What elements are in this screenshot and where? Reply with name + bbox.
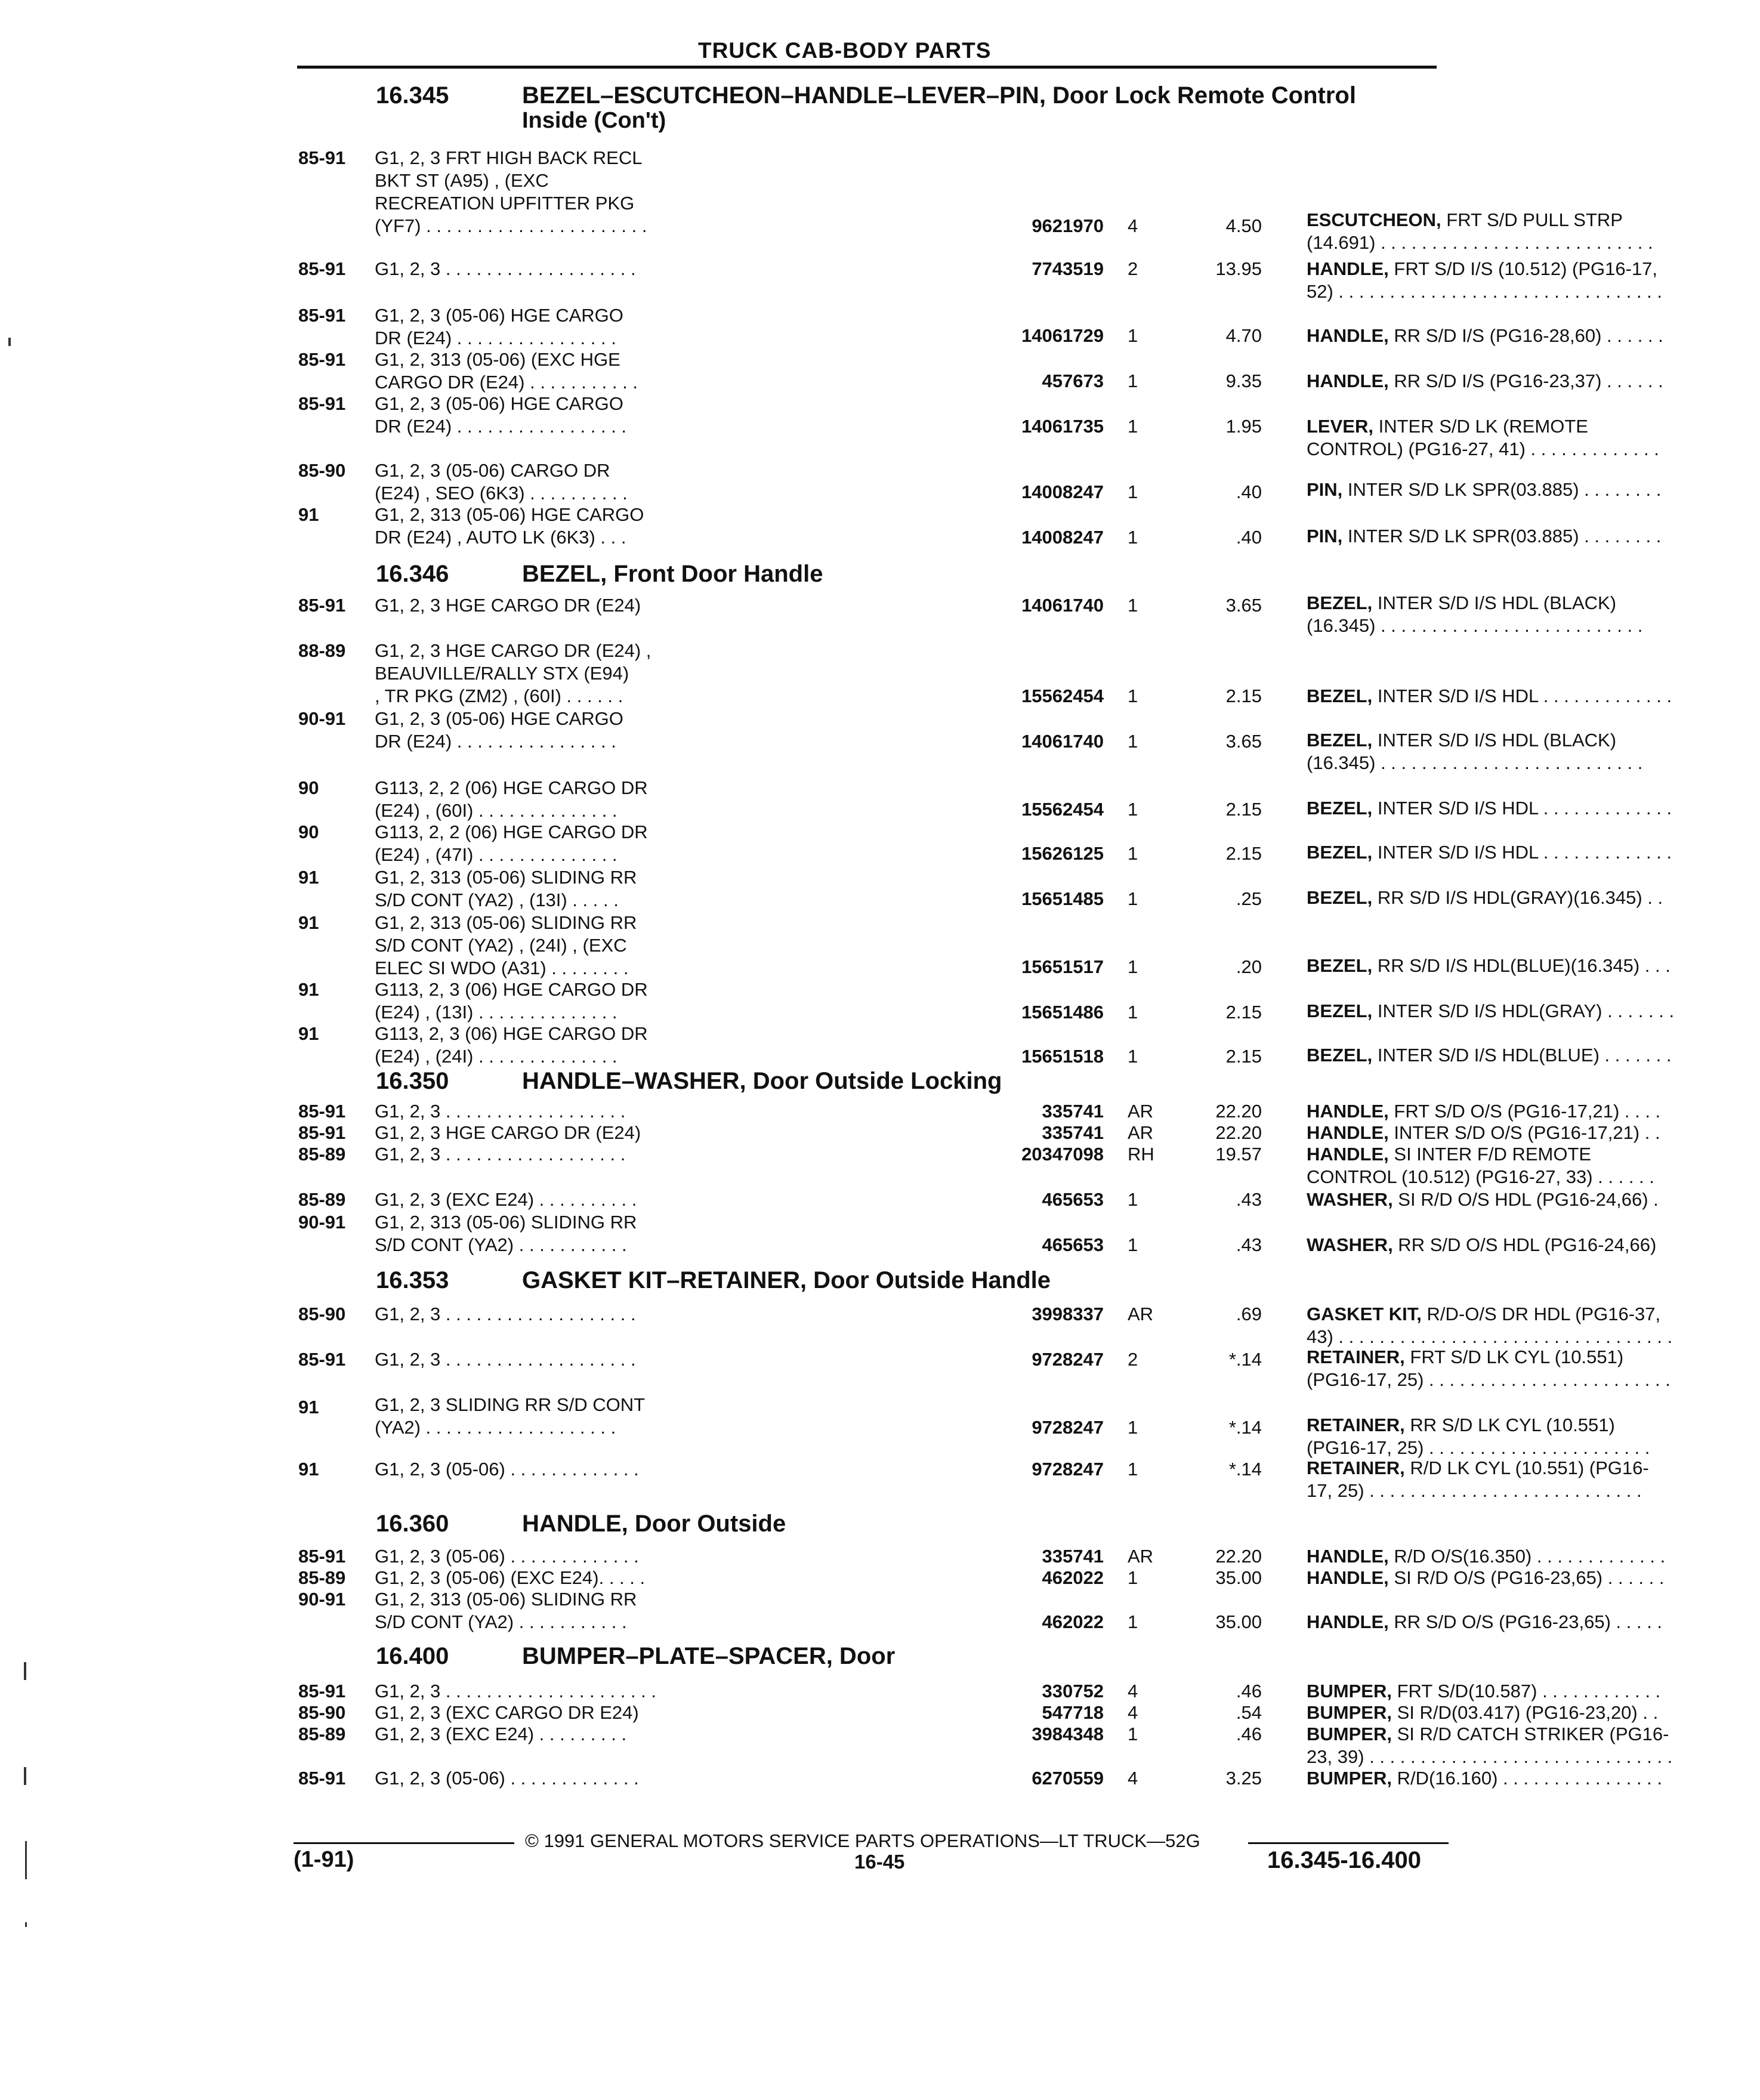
row-price: 19.57 — [1215, 1144, 1262, 1165]
row-year: 85-91 — [298, 1122, 346, 1143]
row-year: 85-89 — [298, 1144, 346, 1165]
row-description — [1307, 1000, 1760, 1023]
row-description-name: RETAINER, — [1307, 1457, 1405, 1478]
row-part-number: 14061740 — [1021, 731, 1104, 752]
row-description — [1307, 729, 1760, 774]
row-description-name: RETAINER, — [1307, 1415, 1405, 1435]
row-description-detail: FRT S/D LK CYL (10.551) (PG16-17, 25) . . . . . . . . . . . . . . . . . . . . . . . . — [1307, 1347, 1671, 1390]
row-price: 22.20 — [1215, 1101, 1262, 1122]
row-description-name: BEZEL, — [1307, 730, 1373, 751]
row-year: 85-89 — [298, 1567, 346, 1588]
row-model: G1, 2, 3 (05-06) . . . . . . . . . . . . . — [375, 1459, 639, 1480]
row-quantity: 4 — [1128, 1702, 1138, 1723]
row-model: G1, 2, 3 (05-06) HGE CARGO DR (E24) . . . . . . . . . . . . . . . . . — [375, 393, 627, 437]
row-price: 35.00 — [1215, 1567, 1262, 1588]
row-description — [1307, 525, 1760, 548]
section-heading — [376, 561, 823, 588]
row-year: 85-91 — [298, 147, 346, 168]
row-description-detail: SI R/D(03.417) (PG16-23,20) . . — [1391, 1702, 1659, 1723]
section-title: HANDLE, Door Outside — [522, 1511, 786, 1537]
section-heading — [376, 1511, 786, 1537]
row-part-number: 14061735 — [1021, 416, 1104, 437]
row-quantity: RH — [1128, 1144, 1154, 1165]
row-description-name: BUMPER, — [1307, 1724, 1392, 1744]
table-row — [298, 504, 1662, 563]
row-year: 85-91 — [298, 1768, 346, 1789]
row-price: .20 — [1236, 956, 1262, 977]
row-description — [1307, 370, 1760, 393]
row-quantity: 1 — [1128, 527, 1138, 548]
row-model: G1, 2, 3 (EXC E24) . . . . . . . . . . — [375, 1189, 637, 1210]
section-number: 16.353 — [376, 1267, 449, 1293]
row-description-detail: FRT S/D O/S (PG16-17,21) . . . . — [1388, 1101, 1661, 1122]
row-description-name: PIN, — [1307, 479, 1343, 500]
row-description — [1307, 1545, 1760, 1568]
footer-rule-right — [1248, 1842, 1449, 1844]
row-part-number: 9728247 — [1032, 1417, 1104, 1438]
row-model: G1, 2, 3 HGE CARGO DR (E24) — [375, 595, 641, 616]
row-price: 3.25 — [1225, 1768, 1262, 1789]
row-quantity: 1 — [1128, 1611, 1138, 1632]
row-description-detail: INTER S/D LK SPR(03.885) . . . . . . . . — [1342, 479, 1662, 500]
table-row — [298, 1457, 1649, 1518]
header-rule — [297, 66, 1437, 69]
row-model: G113, 2, 3 (06) HGE CARGO DR (E24) , (24I) . . . . . . . . . . . . . . — [375, 1023, 648, 1067]
row-year: 90-91 — [298, 708, 346, 729]
row-quantity: 1 — [1128, 956, 1138, 977]
row-year: 85-91 — [298, 1681, 346, 1701]
row-description — [1307, 1767, 1760, 1790]
row-price: 4.70 — [1225, 325, 1262, 346]
row-description-name: BEZEL, — [1307, 592, 1373, 613]
row-model: G1, 2, 313 (05-06) SLIDING RR S/D CONT (YA2) , (13I) . . . . . — [375, 867, 637, 910]
row-model: G1, 2, 3 . . . . . . . . . . . . . . . . . . — [375, 1101, 626, 1122]
row-description-detail: INTER S/D I/S HDL(BLUE) . . . . . . . — [1372, 1045, 1672, 1066]
row-part-number: 9728247 — [1032, 1349, 1104, 1370]
row-description-name: BEZEL, — [1307, 1045, 1373, 1066]
row-year: 85-91 — [298, 1349, 346, 1370]
row-year: 90 — [298, 822, 319, 842]
row-part-number: 15562454 — [1021, 799, 1104, 820]
row-description-detail: INTER S/D I/S HDL . . . . . . . . . . . . . — [1372, 685, 1672, 706]
row-description — [1307, 478, 1760, 501]
row-description-name: WASHER, — [1307, 1234, 1393, 1255]
row-description-detail: INTER S/D I/S HDL(GRAY) . . . . . . . — [1372, 1000, 1675, 1021]
row-description-name: HANDLE, — [1307, 325, 1389, 346]
row-part-number: 465653 — [1042, 1189, 1104, 1210]
row-part-number: 3998337 — [1032, 1304, 1104, 1324]
row-part-number: 462022 — [1042, 1567, 1104, 1588]
row-price: *.14 — [1228, 1459, 1262, 1480]
row-price: .43 — [1236, 1234, 1262, 1255]
row-part-number: 465653 — [1042, 1234, 1104, 1255]
row-part-number: 462022 — [1042, 1611, 1104, 1632]
row-part-number: 9728247 — [1032, 1459, 1104, 1480]
row-price: .46 — [1236, 1724, 1262, 1744]
section-title: HANDLE–WASHER, Door Outside Locking — [522, 1068, 1002, 1094]
row-price: .40 — [1236, 527, 1262, 548]
row-year: 85-89 — [298, 1189, 346, 1210]
row-quantity: 1 — [1128, 1046, 1138, 1067]
row-model: G1, 2, 3 (05-06) HGE CARGO DR (E24) . . . . . . . . . . . . . . . . — [375, 708, 623, 752]
page-header-title: TRUCK CAB-BODY PARTS — [698, 38, 992, 63]
row-description — [1307, 1457, 1760, 1502]
row-model: G1, 2, 3 . . . . . . . . . . . . . . . . . . . — [375, 258, 636, 279]
row-description-name: GASKET KIT, — [1307, 1304, 1422, 1324]
row-part-number: 14061740 — [1021, 595, 1104, 616]
section-title: GASKET KIT–RETAINER, Door Outside Handle — [522, 1267, 1051, 1293]
row-model: G1, 2, 313 (05-06) HGE CARGO DR (E24) , AUTO LK (6K3) . . . — [375, 504, 644, 548]
row-description-detail: INTER S/D I/S HDL (BLACK) (16.345) . . . . . . . . . . . . . . . . . . . . . . . . . . — [1307, 592, 1643, 636]
row-description-name: LEVER, — [1307, 416, 1373, 437]
table-row — [298, 147, 1653, 253]
row-description-detail: RR S/D I/S HDL(BLUE)(16.345) . . . — [1372, 955, 1671, 976]
scan-mark — [24, 1662, 26, 1680]
row-description-detail: R/D-O/S DR HDL (PG16-37, 43) . . . . . . . . . . . . . . . . . . . . . . . . . . . . . . . . . — [1307, 1304, 1673, 1347]
row-model: G1, 2, 3 (05-06) . . . . . . . . . . . . . — [375, 1768, 639, 1789]
row-year: 85-91 — [298, 393, 346, 414]
row-year: 90-91 — [298, 1589, 346, 1610]
row-description — [1307, 797, 1760, 820]
row-description-name: ESCUTCHEON, — [1307, 209, 1441, 230]
row-year: 88-89 — [298, 640, 346, 661]
row-description-name: PIN, — [1307, 526, 1343, 546]
row-description — [1307, 325, 1760, 347]
row-model: G1, 2, 3 (05-06) HGE CARGO DR (E24) . . . . . . . . . . . . . . . . — [375, 305, 623, 348]
row-part-number: 7743519 — [1032, 258, 1104, 279]
row-year: 85-91 — [298, 258, 346, 279]
row-quantity: 1 — [1128, 370, 1138, 391]
row-year: 85-89 — [298, 1724, 346, 1744]
row-price: 22.20 — [1215, 1122, 1262, 1143]
row-year: 91 — [298, 979, 319, 1000]
section-number: 16.350 — [376, 1068, 449, 1094]
row-price: .40 — [1236, 481, 1262, 502]
row-model: G1, 2, 3 . . . . . . . . . . . . . . . . . . . — [375, 1349, 636, 1370]
row-description-name: HANDLE, — [1307, 1546, 1389, 1567]
row-model: G113, 2, 3 (06) HGE CARGO DR (E24) , (13I) . . . . . . . . . . . . . . — [375, 979, 648, 1023]
row-model: G1, 2, 3 HGE CARGO DR (E24) — [375, 1122, 641, 1143]
row-part-number: 15651517 — [1021, 956, 1104, 977]
row-model: G1, 2, 3 . . . . . . . . . . . . . . . . . . . . . — [375, 1681, 657, 1701]
table-row — [298, 640, 1672, 706]
row-year: 85-90 — [298, 1304, 346, 1324]
row-year: 91 — [298, 504, 319, 525]
row-part-number: 15626125 — [1021, 843, 1104, 864]
row-description — [1307, 1680, 1760, 1703]
row-model: G1, 2, 313 (05-06) SLIDING RR S/D CONT (YA2) . . . . . . . . . . . — [375, 1212, 637, 1255]
row-description-detail: RR S/D O/S HDL (PG16-24,66) — [1392, 1234, 1657, 1255]
row-description — [1307, 1143, 1760, 1188]
row-quantity: 4 — [1128, 1768, 1138, 1789]
footer-section-range: 16.345-16.400 — [1267, 1847, 1422, 1873]
row-model: G1, 2, 313 (05-06) (EXC HGE CARGO DR (E24) . . . . . . . . . . . — [375, 349, 638, 393]
row-quantity: 4 — [1128, 215, 1138, 236]
table-row — [298, 1767, 1663, 1827]
row-model: G1, 2, 3 (05-06) . . . . . . . . . . . . . — [375, 1546, 639, 1567]
table-row — [298, 393, 1659, 459]
row-description-name: HANDLE, — [1307, 258, 1389, 279]
row-year: 85-91 — [298, 305, 346, 326]
row-description — [1307, 1567, 1760, 1589]
row-description — [1307, 258, 1760, 303]
row-year: 91 — [298, 867, 319, 888]
row-quantity: 4 — [1128, 1681, 1138, 1701]
table-row — [298, 1211, 1657, 1271]
row-quantity: AR — [1128, 1122, 1154, 1143]
row-description — [1307, 1188, 1760, 1211]
row-price: 4.50 — [1225, 215, 1262, 236]
row-quantity: AR — [1128, 1101, 1154, 1122]
row-description-detail: R/D(16.160) . . . . . . . . . . . . . . . . — [1391, 1768, 1663, 1789]
row-description-name: HANDLE, — [1307, 1567, 1389, 1588]
row-description — [1307, 1414, 1760, 1459]
row-model: G1, 2, 3 (05-06) (EXC E24). . . . . — [375, 1567, 646, 1588]
row-description — [1307, 841, 1760, 864]
row-description-detail: SI R/D O/S (PG16-23,65) . . . . . . — [1388, 1567, 1665, 1588]
row-price: .25 — [1236, 888, 1262, 909]
row-description — [1307, 1723, 1760, 1768]
row-part-number: 547718 — [1042, 1702, 1104, 1723]
row-model: G1, 2, 313 (05-06) SLIDING RR S/D CONT (YA2) . . . . . . . . . . . — [375, 1589, 637, 1632]
row-description-detail: SI R/D O/S HDL (PG16-24,66) . — [1392, 1189, 1659, 1210]
scan-mark — [25, 1922, 27, 1927]
row-description-name: WASHER, — [1307, 1189, 1393, 1210]
row-part-number: 14008247 — [1021, 481, 1104, 502]
row-quantity: 1 — [1128, 481, 1138, 502]
row-quantity: AR — [1128, 1304, 1154, 1324]
section-number: 16.345 — [376, 82, 449, 109]
row-part-number: 335741 — [1042, 1546, 1104, 1567]
row-part-number: 9621970 — [1032, 215, 1104, 236]
section-number: 16.360 — [376, 1511, 449, 1537]
row-description-name: BEZEL, — [1307, 887, 1373, 908]
row-price: 22.20 — [1215, 1546, 1262, 1567]
section-number: 16.346 — [376, 561, 449, 587]
row-description — [1307, 1303, 1760, 1348]
footer-date: (1-91) — [294, 1847, 354, 1872]
row-price: 35.00 — [1215, 1611, 1262, 1632]
row-quantity: 1 — [1128, 1002, 1138, 1023]
row-model: G1, 2, 3 (EXC E24) . . . . . . . . . — [375, 1724, 627, 1744]
row-description-detail: SI INTER F/D REMOTE CONTROL (10.512) (PG16-27, 33) . . . . . . — [1307, 1144, 1654, 1187]
row-description — [1307, 887, 1760, 909]
row-description-name: BEZEL, — [1307, 685, 1373, 706]
row-description — [1307, 209, 1760, 254]
row-description-name: BEZEL, — [1307, 955, 1373, 976]
row-description-detail: INTER S/D O/S (PG16-17,21) . . — [1388, 1122, 1660, 1143]
row-description — [1307, 415, 1760, 461]
row-description-name: BEZEL, — [1307, 798, 1373, 819]
section-number: 16.400 — [376, 1643, 449, 1669]
section-heading — [376, 1267, 1051, 1294]
row-description-detail: FRT S/D PULL STRP (14.691) . . . . . . . . . . . . . . . . . . . . . . . . . . . — [1307, 209, 1653, 253]
row-description-detail: RR S/D LK CYL (10.551) (PG16-17, 25) . . . . . . . . . . . . . . . . . . . . . . — [1307, 1415, 1650, 1458]
row-part-number: 15651486 — [1021, 1002, 1104, 1023]
row-quantity: 1 — [1128, 1567, 1138, 1588]
row-quantity: 1 — [1128, 1417, 1138, 1438]
section-title: BEZEL–ESCUTCHEON–HANDLE–LEVER–PIN, Door Lock Remote Control — [522, 82, 1356, 109]
row-quantity: 1 — [1128, 888, 1138, 909]
table-row — [298, 912, 1671, 978]
row-part-number: 335741 — [1042, 1101, 1104, 1122]
footer-rule-left — [294, 1842, 514, 1844]
row-description — [1307, 1611, 1760, 1633]
row-description-detail: R/D LK CYL (10.551) (PG16- 17, 25) . . . . . . . . . . . . . . . . . . . . . . . . . . . — [1307, 1457, 1649, 1501]
footer-page-number: 16-45 — [854, 1851, 905, 1873]
row-description-detail: INTER S/D I/S HDL . . . . . . . . . . . . . — [1372, 798, 1672, 819]
row-price: .43 — [1236, 1189, 1262, 1210]
row-part-number: 330752 — [1042, 1681, 1104, 1701]
row-description-name: HANDLE, — [1307, 1611, 1389, 1632]
row-description-name: HANDLE, — [1307, 370, 1389, 391]
row-description — [1307, 1346, 1760, 1391]
row-price: .54 — [1236, 1702, 1262, 1723]
row-description — [1307, 592, 1760, 637]
row-description-detail: RR S/D I/S (PG16-28,60) . . . . . . — [1388, 325, 1663, 346]
row-part-number: 15562454 — [1021, 685, 1104, 706]
row-description-detail: RR S/D I/S (PG16-23,37) . . . . . . — [1388, 370, 1663, 391]
row-quantity: 1 — [1128, 1234, 1138, 1255]
row-year: 90 — [298, 777, 319, 798]
section-heading — [376, 1643, 895, 1670]
row-year: 85-90 — [298, 1702, 346, 1723]
row-model: G1, 2, 313 (05-06) SLIDING RR S/D CONT (YA2) , (24I) , (EXC ELEC SI WDO (A31) . . . . . . . . — [375, 912, 637, 978]
row-price: 2.15 — [1225, 843, 1262, 864]
row-description-detail: FRT S/D(10.587) . . . . . . . . . . . . — [1391, 1681, 1661, 1701]
row-price: .46 — [1236, 1681, 1262, 1701]
row-year: 85-91 — [298, 1546, 346, 1567]
row-part-number: 15651518 — [1021, 1046, 1104, 1067]
row-description — [1307, 1701, 1760, 1724]
row-description-name: BEZEL, — [1307, 842, 1373, 863]
row-year: 91 — [298, 912, 319, 933]
row-part-number: 457673 — [1042, 370, 1104, 391]
row-price: *.14 — [1228, 1417, 1262, 1438]
row-price: 13.95 — [1215, 258, 1262, 279]
scan-mark — [8, 338, 11, 346]
row-description — [1307, 685, 1760, 708]
row-quantity: 1 — [1128, 1724, 1138, 1744]
section-heading — [376, 82, 1356, 134]
scan-mark — [25, 1841, 27, 1879]
section-heading — [376, 1068, 1002, 1095]
row-model: G1, 2, 3 SLIDING RR S/D CONT (YA2) . . . . . . . . . . . . . . . . . . . — [375, 1394, 646, 1438]
row-quantity: AR — [1128, 1546, 1154, 1567]
row-model: G1, 2, 3 (05-06) CARGO DR (E24) , SEO (6K3) . . . . . . . . . . — [375, 460, 628, 504]
row-part-number: 20347098 — [1021, 1144, 1104, 1165]
row-part-number: 6270559 — [1032, 1768, 1104, 1789]
row-part-number: 15651485 — [1021, 888, 1104, 909]
row-description-name: RETAINER, — [1307, 1347, 1405, 1367]
row-description — [1307, 1100, 1760, 1123]
row-description-detail: INTER S/D I/S HDL (BLACK) (16.345) . . . . . . . . . . . . . . . . . . . . . . . . . . — [1307, 730, 1643, 773]
row-part-number: 335741 — [1042, 1122, 1104, 1143]
row-description-detail: SI R/D CATCH STRIKER (PG16- 23, 39) . . . . . . . . . . . . . . . . . . . . . . . . . . . . . . — [1307, 1724, 1673, 1767]
row-price: 1.95 — [1225, 416, 1262, 437]
row-year: 85-91 — [298, 595, 346, 616]
row-price: 2.15 — [1225, 1002, 1262, 1023]
row-model: G1, 2, 3 (EXC CARGO DR E24) — [375, 1702, 639, 1723]
row-description-name: BUMPER, — [1307, 1702, 1392, 1723]
row-price: 9.35 — [1225, 370, 1262, 391]
row-price: 3.65 — [1225, 731, 1262, 752]
row-description-detail: INTER S/D LK SPR(03.885) . . . . . . . . — [1342, 526, 1662, 546]
row-year: 91 — [298, 1397, 319, 1418]
row-model: G113, 2, 2 (06) HGE CARGO DR (E24) , (60I) . . . . . . . . . . . . . . — [375, 777, 648, 821]
row-description-detail: RR S/D O/S (PG16-23,65) . . . . . — [1388, 1611, 1663, 1632]
row-model: G1, 2, 3 . . . . . . . . . . . . . . . . . . — [375, 1144, 626, 1165]
row-year: 85-91 — [298, 1101, 346, 1122]
row-part-number: 14008247 — [1021, 527, 1104, 548]
row-price: *.14 — [1228, 1349, 1262, 1370]
row-quantity: 1 — [1128, 1459, 1138, 1480]
row-year: 85-91 — [298, 349, 346, 370]
row-model: G113, 2, 2 (06) HGE CARGO DR (E24) , (47I) . . . . . . . . . . . . . . — [375, 822, 648, 865]
row-quantity: 1 — [1128, 843, 1138, 864]
row-description-name: BUMPER, — [1307, 1681, 1392, 1701]
row-price: 2.15 — [1225, 1046, 1262, 1067]
row-quantity: 1 — [1128, 799, 1138, 820]
row-quantity: 1 — [1128, 685, 1138, 706]
footer-copyright: © 1991 GENERAL MOTORS SERVICE PARTS OPERATIONS—LT TRUCK—52G — [525, 1830, 1200, 1851]
row-year: 91 — [298, 1023, 319, 1044]
row-description — [1307, 1122, 1760, 1144]
row-description-name: HANDLE, — [1307, 1122, 1389, 1143]
row-price: .69 — [1236, 1304, 1262, 1324]
row-model: G1, 2, 3 . . . . . . . . . . . . . . . . . . . — [375, 1304, 636, 1324]
section-subtitle: Inside (Con't) — [522, 108, 666, 133]
row-description-detail: RR S/D I/S HDL(GRAY)(16.345) . . — [1372, 887, 1663, 908]
row-quantity: 2 — [1128, 1349, 1138, 1370]
row-part-number: 3984348 — [1032, 1724, 1104, 1744]
row-description-name: BUMPER, — [1307, 1768, 1392, 1789]
row-quantity: 1 — [1128, 731, 1138, 752]
row-description-detail: INTER S/D I/S HDL . . . . . . . . . . . . . — [1372, 842, 1672, 863]
row-quantity: 1 — [1128, 325, 1138, 346]
row-description — [1307, 1044, 1760, 1067]
row-model: G1, 2, 3 FRT HIGH BACK RECL BKT ST (A95) , (EXC RECREATION UPFITTER PKG (YF7) . . . . . . . . . . . . . . . . . . . . . . — [375, 147, 647, 236]
row-description — [1307, 1234, 1760, 1256]
row-price: 2.15 — [1225, 799, 1262, 820]
row-description-name: BEZEL, — [1307, 1000, 1373, 1021]
scan-mark — [24, 1767, 26, 1785]
row-part-number: 14061729 — [1021, 325, 1104, 346]
row-description-detail: R/D O/S(16.350) . . . . . . . . . . . . . — [1388, 1546, 1666, 1567]
row-description-detail: FRT S/D I/S (10.512) (PG16-17, 52) . . . . . . . . . . . . . . . . . . . . . . . . . . . . . . . . — [1307, 258, 1663, 302]
section-title: BEZEL, Front Door Handle — [522, 561, 823, 587]
row-price: 2.15 — [1225, 685, 1262, 706]
row-year: 91 — [298, 1459, 319, 1480]
row-year: 90-91 — [298, 1212, 346, 1233]
row-quantity: 1 — [1128, 595, 1138, 616]
row-description — [1307, 955, 1760, 977]
row-quantity: 2 — [1128, 258, 1138, 279]
row-model: G1, 2, 3 HGE CARGO DR (E24) , BEAUVILLE/RALLY STX (E94) , TR PKG (ZM2) , (60I) . . . . . . — [375, 640, 651, 706]
table-row — [298, 1588, 1663, 1648]
row-price: 3.65 — [1225, 595, 1262, 616]
table-row — [298, 1394, 1650, 1458]
row-description-name: HANDLE, — [1307, 1101, 1389, 1122]
row-description-detail: INTER S/D LK (REMOTE CONTROL) (PG16-27, 41) . . . . . . . . . . . . . — [1307, 416, 1659, 459]
row-year: 85-90 — [298, 460, 346, 481]
row-description-name: HANDLE, — [1307, 1144, 1389, 1165]
table-row — [298, 708, 1643, 773]
row-quantity: 1 — [1128, 1189, 1138, 1210]
section-title: BUMPER–PLATE–SPACER, Door — [522, 1643, 896, 1669]
row-quantity: 1 — [1128, 416, 1138, 437]
